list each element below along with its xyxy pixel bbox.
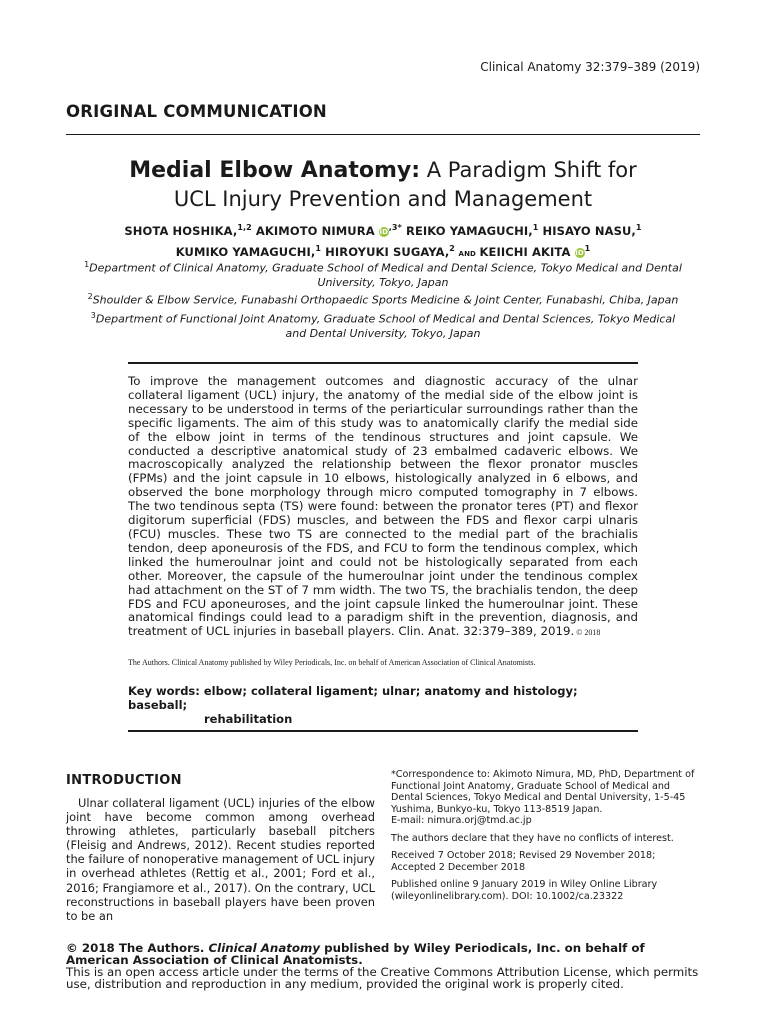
author-sup: 1 [532,223,539,232]
abstract-text: To improve the management outcomes and diagnostic accuracy of the ulnar collateral ligament (UCL) injury, the anatomy of the medial side of the elbow joint is necessary to be understood in terms of the periarticular surroundings rather than the specific ligaments. The aim of this study was to anatomically clarify the medial side of the elbow joint in terms of the tendinous structures and joint capsule. We conducted a descriptive anatomical study of 23 embalmed cadaveric elbows. We macroscopically analyzed the relationship between the flexor pronator muscles (FPMs) and the joint capsule in 10 elbows, histologically analyzed in 6 elbows, and observed the bone morphology through micro computed tomography in 7 elbows. The two tendinous septa (TS) were found: between the pronator teres (PT) and flexor digitorum superficial (FDS) muscles, and between the FDS and flexor carpi ulnaris (FCU) muscles. These two TS are connected to the medial part of the brachialis tendon, deep aponeurosis of the FDS, and FCU to form the tendinous complex, which linked the humeroulnar joint and could not be histologically separated from each other. Moreover, the capsule of the humeroulnar joint under the tendinous complex had attachment on the ST of 7 mm width. The two TS, the brachialis tendon, the deep FDS and FCU aponeuroses, and the joint capsule linked the humeroulnar joint. These anatomical findings could lead to a paradigm shift in the prevention, diagnosis, and treatment of UCL injuries in baseball players. Clin. Anat. 32:379–389, 2019. [128,374,638,639]
correspondence-text: *Correspondence to: Akimoto Nimura, MD, PhD, Department of Functional Joint Anatomy, Graduate School of Medical and Dental Sciences, Tokyo Medical and Dental University, 1-5-45 Yushima, Bunkyo-ku, Tokyo 113-8519 Japan. [391,769,695,815]
and-connector: and [454,247,480,259]
journal-reference: Clinical Anatomy 32:379–389 (2019) [480,60,700,74]
author-sup: 1 [635,223,642,232]
copyright-suffix: published by Wiley Periodicals, Inc. on behalf of American Association of Clinical Anatomists. [66,941,645,967]
license-text: This is an open access article under the terms of the Creative Commons Attribution License, which permits use, distribution and reproduction in any medium, provided the original work is properly cited. [66,965,699,991]
email-link[interactable]: E-mail: nimura.orj@tmd.ac.jp [391,815,532,826]
affiliations [80,258,686,341]
affiliation-text: Department of Functional Joint Anatomy, Graduate School of Medical and Dental Sciences, Tokyo Medical and Dental University, Tokyo, Japan [95,312,676,340]
author-sup: 1,2 [237,223,252,232]
published-note: Published online 9 January 2019 in Wiley Online Library (wileyonlinelibrary.com). DOI: 10.1002/ca.23322 [391,879,658,902]
keywords [128,684,638,726]
orcid-icon[interactable]: iD [575,248,584,257]
conflicts-note: The authors declare that they have no conflicts of interest. [391,832,674,844]
author-sugaya: HIROYUKI SUGAYA, [321,244,450,259]
affiliation-number: 1 [84,260,90,269]
affiliation-1 [80,258,686,290]
introduction-text: Ulnar collateral ligament (UCL) injuries of the elbow joint have become common among overhead throwing athletes, particularly baseball pitchers (Fleisig and Andrews, 2012). Recent studies reported the failure of nonoperative management of UCL injury in overhead athletes (Rettig et al., 2001; Ford et al., 2016; Frangiamore et al., 2017). On the contrary, UCL reconstructions in baseball players have been proven to be an [66,796,375,923]
author-r-yamaguchi: REIKO YAMAGUCHI, [401,223,533,238]
article-title [66,156,700,213]
section-label: ORIGINAL COMMUNICATION [66,102,327,121]
copyright-prefix: © 2018 The Authors. [66,941,209,955]
author-akita: KEIICHI AKITA [479,244,575,259]
author-nimura: AKIMOTO NIMURA [251,223,379,238]
orcid-icon[interactable]: iD [379,227,388,236]
journal-name: Clinical Anatomy [208,941,321,955]
abstract-top-rule [128,362,638,364]
affiliation-number: 3 [90,310,96,320]
author-sup: ,3* [388,223,402,232]
affiliation-number: 2 [87,292,93,302]
author-nasu: HISAYO NASU, [538,223,636,238]
introduction-heading: INTRODUCTION [66,773,182,788]
copyright-footer [66,942,706,990]
correspondence-note [391,769,701,827]
affiliation-text: Shoulder & Elbow Service, Funabashi Orthopaedic Sports Medicine & Joint Center, Funabashi, Chiba, Japan [92,294,679,308]
author-k-yamaguchi: KUMIKO YAMAGUCHI, [175,244,316,259]
footnotes [391,769,701,908]
keywords-line-2: rehabilitation [204,712,293,726]
abstract [128,375,638,640]
abstract-license-note: The Authors. Clinical Anatomy published by Wiley Periodicals, Inc. on behalf of American Association of Clinical Anatomists. [128,658,536,667]
keywords-line-1: Key words: elbow; collateral ligament; ulnar; anatomy and histology; baseball; [128,684,578,712]
abstract-bottom-rule [128,730,638,732]
header-divider [66,134,700,135]
abstract-copyright: © 2018 [574,628,601,638]
title-bold-part: Medial Elbow Anatomy: [129,158,421,183]
affiliation-text: Department of Clinical Anatomy, Graduate School of Medical and Dental Science, Tokyo Medical and Dental University, Tokyo, Japan [89,261,682,290]
copyright-line [66,942,706,966]
author-hoshika: SHOTA HOSHIKA, [124,223,238,238]
author-sup: 1 [315,243,322,253]
affiliation-3 [80,309,686,341]
author-sup: 1 [584,243,591,253]
received-note: Received 7 October 2018; Revised 29 November 2018; Accepted 2 December 2018 [391,850,656,873]
author-sup: 2 [449,243,455,253]
title-rest: A Paradigm Shift for [420,158,637,182]
title-line-2: UCL Injury Prevention and Management [173,187,593,211]
author-list [66,219,700,262]
affiliation-2 [80,290,686,308]
